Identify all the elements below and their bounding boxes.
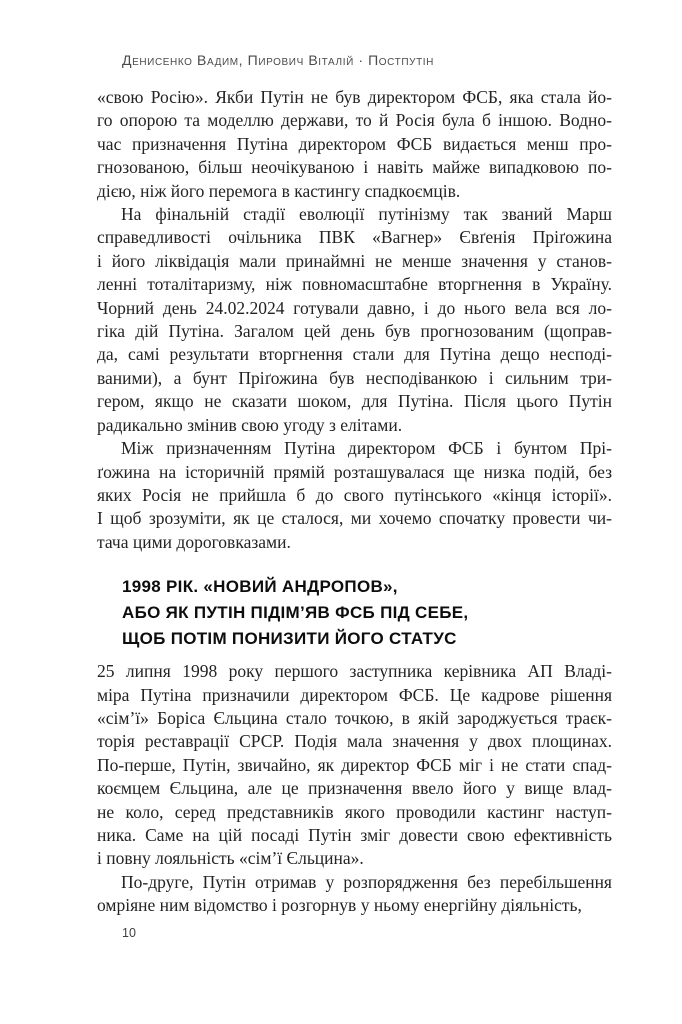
text-line: не коло, серед представників якого проводили кастинг наступ- xyxy=(97,801,612,822)
text-line: дією, ніж його перемога в кастингу спадкоємців. xyxy=(97,180,461,201)
text-line: омріяне ним відомство і розгорнув у ньому енергійну діяльність, xyxy=(97,895,582,916)
text-line: міра Путіна призначили директором ФСБ. Це кадрове рішення xyxy=(97,684,612,705)
section-heading-line: 1998 РІК. «НОВИЙ АНДРОПОВ», xyxy=(122,577,398,597)
text-line: ґожина на історичній прямій розташувалася ще низка подій, без xyxy=(97,461,612,482)
section-heading xyxy=(122,574,612,652)
text-line: На фінальній стадії еволюції путінізму так званий Марш xyxy=(121,204,612,225)
section-heading-line: ЩОБ ПОТІМ ПОНИЗИТИ ЙОГО СТАТУС xyxy=(122,629,457,649)
text-line: ваними), а бунт Пріґожина був несподіванкою і сильним три- xyxy=(97,367,612,388)
page-number: 10 xyxy=(122,926,136,940)
text-line: І щоб зрозуміти, як це сталося, ми хочемо спочатку провести чи- xyxy=(97,508,612,529)
text-line: час призначення Путіна директором ФСБ видається менш про- xyxy=(97,133,612,154)
paragraph xyxy=(97,86,612,203)
text-line: гіка дій Путіна. Загалом цей день був прогнозованим (щоправ- xyxy=(97,321,612,342)
paragraph xyxy=(97,437,612,554)
section-heading-line: АБО ЯК ПУТІН ПІДІМ’ЯВ ФСБ ПІД СЕБЕ, xyxy=(122,603,469,623)
text-line: «свою Росію». Якби Путін не був директором ФСБ, яка стала йо- xyxy=(97,87,612,107)
text-line: Між призначенням Путіна директором ФСБ і бунтом Прі- xyxy=(121,438,612,459)
running-header: Денисенко Вадим, Пирович Віталій · Постпутін xyxy=(122,52,434,68)
paragraph xyxy=(97,871,612,918)
text-line: і його ліквідація мали принаймні не менше значення у станов- xyxy=(97,250,612,271)
text-line: го опорою та моделлю держави, то й Росія була б іншою. Водно- xyxy=(97,110,612,131)
text-line: гнозованою, більш неочікуваною і навіть майже випадковою по- xyxy=(97,157,612,178)
text-line: гером, якщо не сказати шоком, для Путіна. Після цього Путін xyxy=(97,391,612,412)
text-line: «сім’ї» Боріса Єльцина стало точкою, в якій зароджується траєк- xyxy=(97,707,612,728)
paragraph xyxy=(97,203,612,437)
text-line: Чорний день 24.02.2024 готували давно, і до нього вела вся ло- xyxy=(97,297,612,318)
text-line: да, самі результати вторгнення стали для Путіна дещо несподі- xyxy=(97,344,612,365)
text-line: 25 липня 1998 року першого заступника керівника АП Владі- xyxy=(97,661,612,682)
text-line: ленні тоталітаризму, ніж повномасштабне вторгнення в Україну. xyxy=(97,274,612,295)
text-line: справедливості очільника ПВК «Вагнер» Євґенія Пріґожина xyxy=(97,227,612,248)
text-line: коємцем Єльцина, але це призначення ввело його у вище влад- xyxy=(97,778,612,799)
text-column xyxy=(97,86,612,918)
text-line: яких Росія не прийшла б до свого путінського «кінця історії». xyxy=(97,484,612,505)
paragraph xyxy=(97,660,612,871)
text-line: радикально змінив свою угоду з елітами. xyxy=(97,414,403,435)
text-line: тача цими дороговказами. xyxy=(97,531,291,552)
text-line: По-друге, Путін отримав у розпорядження без перебільшення xyxy=(121,871,612,892)
text-line: і повну лояльність «сім’ї Єльцина». xyxy=(97,848,364,869)
text-line: По-перше, Путін, звичайно, як директор ФСБ міг і не стати спад- xyxy=(97,754,612,775)
text-line: ника. Саме на цій посаді Путін зміг довести свою ефективність xyxy=(97,824,612,845)
text-line: торія реставрації СРСР. Подія мала значення у двох площинах. xyxy=(97,731,612,752)
